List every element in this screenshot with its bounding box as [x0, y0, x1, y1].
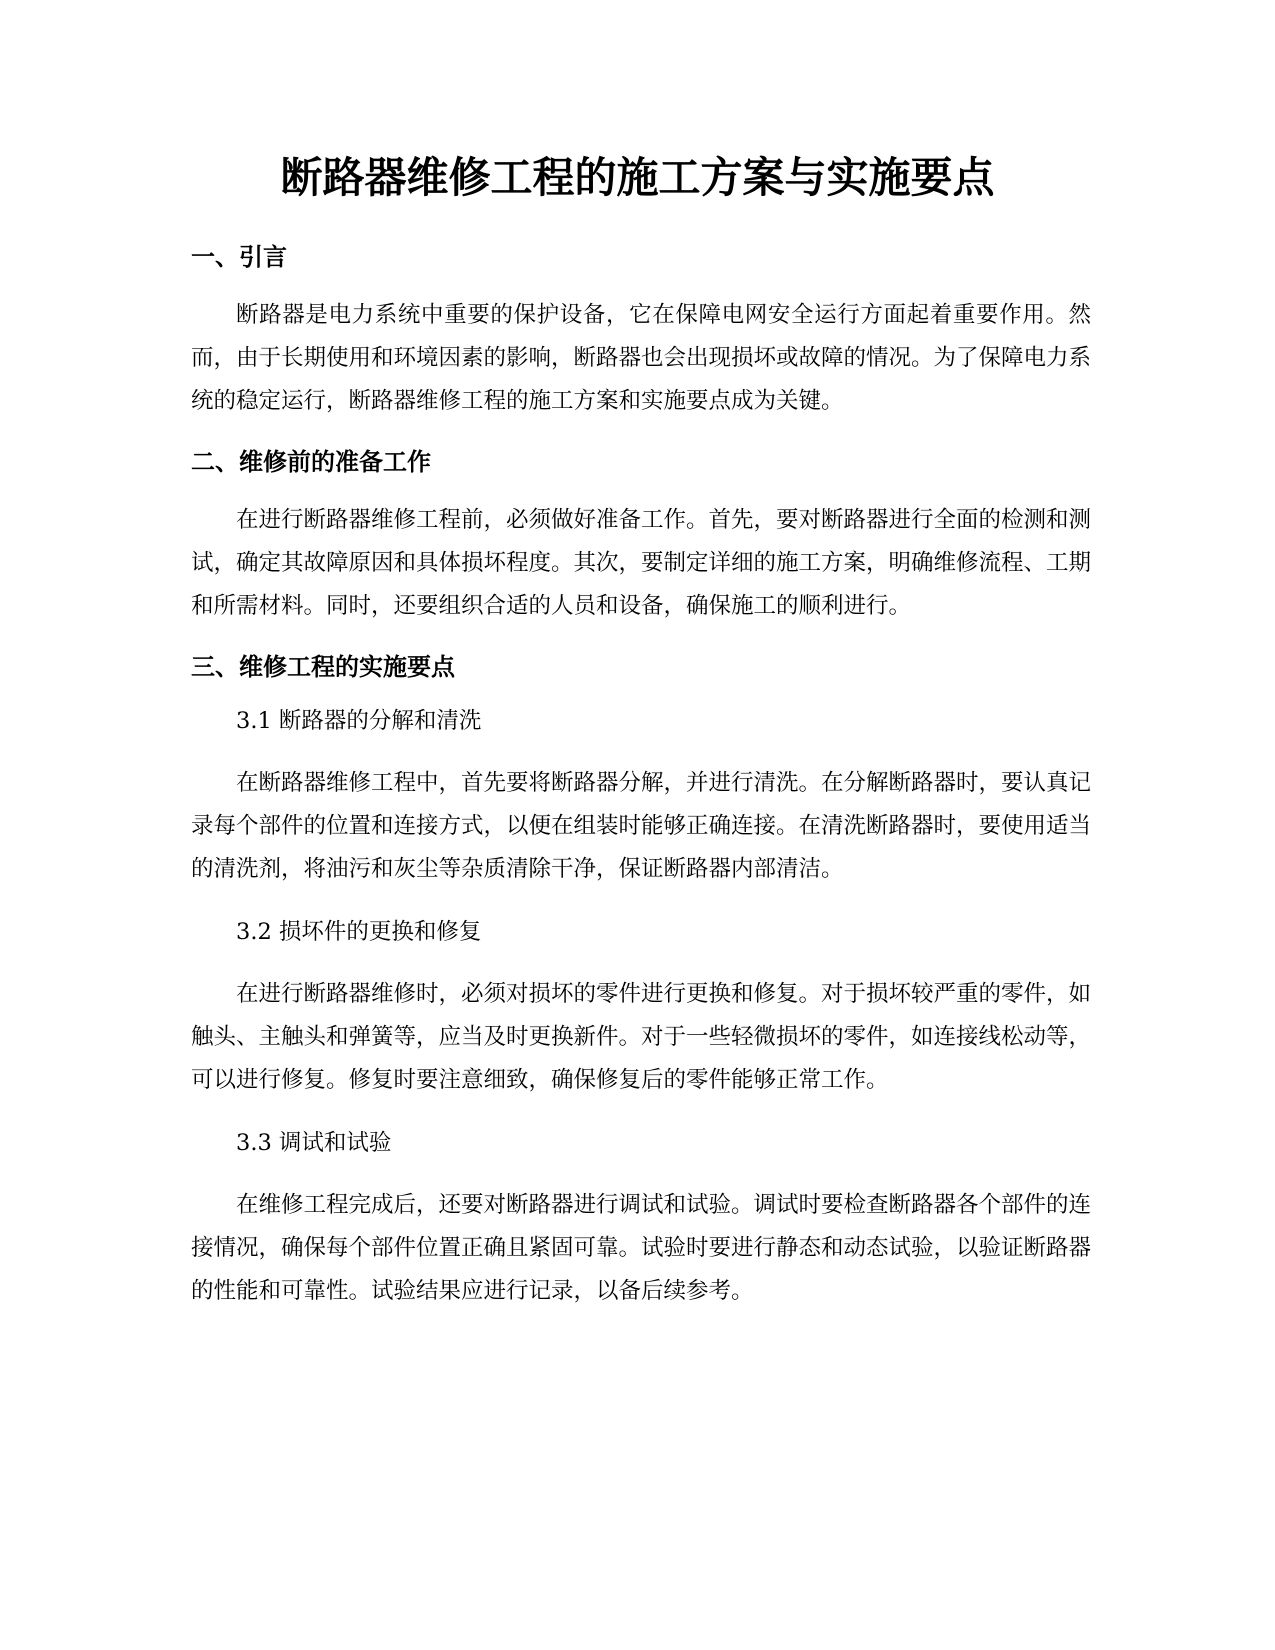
testing-paragraph: 在维修工程完成后，还要对断路器进行调试和试验。调试时要检查断路器各个部件的连接情况，确保每个部件位置正确且紧固可靠。试验时要进行静态和动态试验，以验证断路器的性能和可靠性。试验结果应进行记录，以备后续参考。 [191, 1192, 1092, 1304]
document-body [191, 240, 1091, 1313]
section-heading-preparation: 二、维修前的准备工作 [191, 448, 431, 476]
introduction-paragraph: 断路器是电力系统中重要的保护设备，它在保障电网安全运行方面起着重要作用。然而，由于长期使用和环境因素的影响，断路器也会出现损坏或故障的情况。为了保障电力系统的稳定运行，断路器维修工程的施工方案和实施要点成为关键。 [191, 302, 1092, 414]
section-heading-introduction: 一、引言 [191, 243, 287, 271]
subsection-title-disassembly: 3.1 断路器的分解和清洗 [236, 708, 482, 734]
disassembly-paragraph: 在断路器维修工程中，首先要将断路器分解，并进行清洗。在分解断路器时，要认真记录每个部件的位置和连接方式，以便在组装时能够正确连接。在清洗断路器时，要使用适当的清洗剂，将油污和灰尘等杂质清除干净，保证断路器内部清洁。 [191, 770, 1092, 882]
document-title: 断路器维修工程的施工方案与实施要点 [280, 153, 995, 202]
section-heading-implementation: 三、维修工程的实施要点 [191, 653, 455, 681]
preparation-paragraph: 在进行断路器维修工程前，必须做好准备工作。首先，要对断路器进行全面的检测和测试，确定其故障原因和具体损坏程度。其次，要制定详细的施工方案，明确维修流程、工期和所需材料。同时，还要组织合适的人员和设备，确保施工的顺利进行。 [191, 507, 1092, 619]
subsection-title-replacement: 3.2 损坏件的更换和修复 [236, 919, 482, 945]
replacement-paragraph: 在进行断路器维修时，必须对损坏的零件进行更换和修复。对于损坏较严重的零件，如触头、主触头和弹簧等，应当及时更换新件。对于一些轻微损坏的零件，如连接线松动等，可以进行修复。修复时要注意细致，确保修复后的零件能够正常工作。 [191, 981, 1092, 1093]
subsection-title-testing: 3.3 调试和试验 [236, 1130, 392, 1156]
